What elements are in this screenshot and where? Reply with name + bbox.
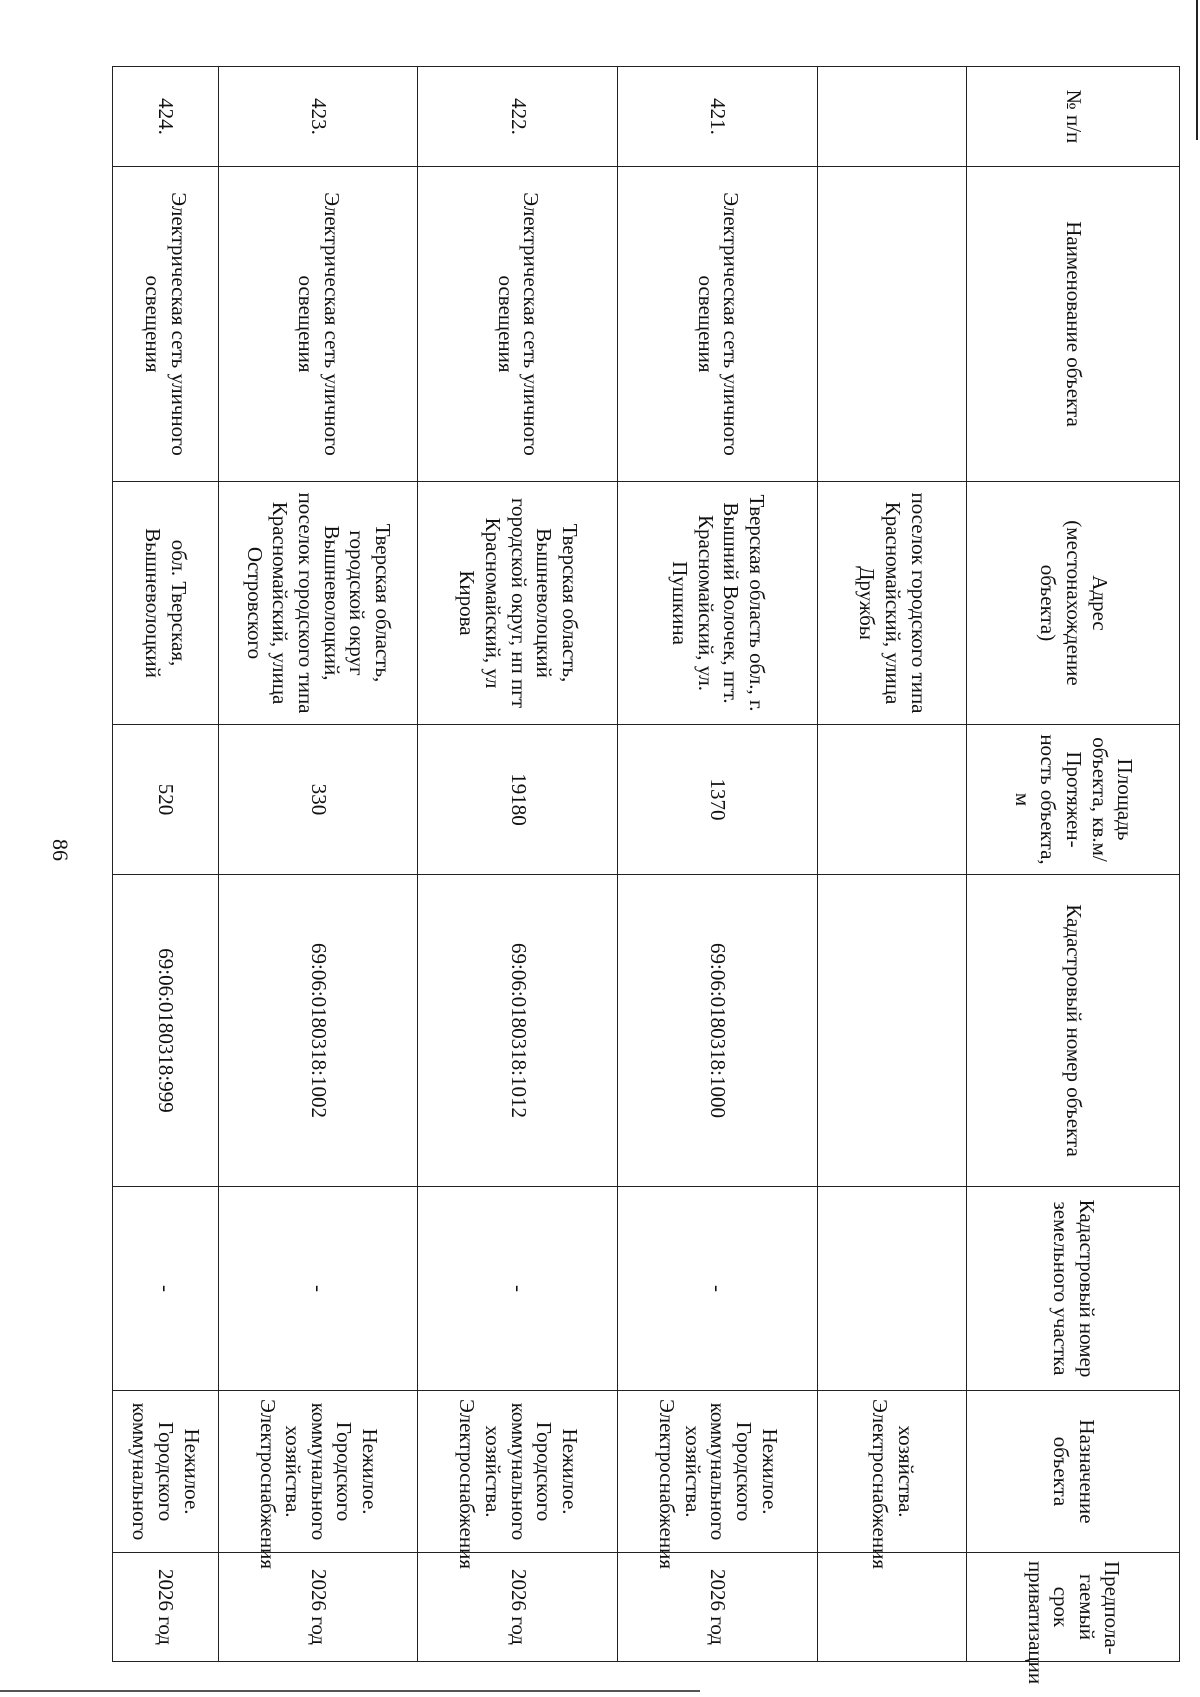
row-purpose: Нежилое. Городского коммунального хозяйства. Электроснабжения: [618, 1391, 818, 1553]
row-address: Тверская область, Вышневолоцкий городской округ, нп пгт Красномайский, ул Кирова: [418, 482, 618, 725]
row-area: 1370: [618, 725, 818, 875]
cont-term: [818, 1553, 967, 1662]
row-cadastral-land: -: [618, 1187, 818, 1391]
table-row: [418, 67, 618, 1662]
row-num: 423.: [218, 67, 418, 167]
cont-cadastral-object: [818, 875, 967, 1187]
header-term: Предпола-гаемый срок приватизации: [967, 1553, 1180, 1662]
cont-name: [818, 167, 967, 482]
table-row: [618, 67, 818, 1662]
row-address: Тверская область, городской округ Вышневолоцкий, поселок городского типа Красномайский, улица Островского: [218, 482, 418, 725]
cont-address: поселок городского типа Красномайский, улица Дружбы: [818, 482, 967, 725]
row-address: обл. Тверская, Вышневолоцкий: [113, 482, 219, 725]
row-term: 2026 год: [418, 1553, 618, 1662]
row-num: 424.: [113, 67, 219, 167]
row-name: Электрическая сеть уличного освещения: [113, 167, 219, 482]
row-cadastral-land: -: [218, 1187, 418, 1391]
cont-cadastral-land: [818, 1187, 967, 1391]
row-num: 422.: [418, 67, 618, 167]
row-name: Электрическая сеть уличного освещения: [618, 167, 818, 482]
header-num: № п/п: [967, 67, 1180, 167]
header-area: Площадь объекта, кв.м/ Протяжен-ность объекта, м: [967, 725, 1180, 875]
row-area: 19180: [418, 725, 618, 875]
cont-area: [818, 725, 967, 875]
row-purpose: Нежилое. Городского коммунального хозяйства. Электроснабжения: [418, 1391, 618, 1553]
header-cadastral-land: Кадастровый номер земельного участка: [967, 1187, 1180, 1391]
table-header-row: [967, 67, 1180, 1662]
row-address: Тверская область обл., г. Вышний Волочек, пгт. Красномайский, ул. Пушкина: [618, 482, 818, 725]
header-address: Адрес (местонахождение объекта): [967, 482, 1180, 725]
row-purpose: Нежилое. Городского коммунального: [113, 1391, 219, 1553]
page-number: 86: [48, 839, 73, 861]
row-term: 2026 год: [218, 1553, 418, 1662]
table-row: [218, 67, 418, 1662]
row-cadastral-land: -: [418, 1187, 618, 1391]
header-cadastral-object: Кадастровый номер объекта: [967, 875, 1180, 1187]
row-name: Электрическая сеть уличного освещения: [218, 167, 418, 482]
row-area: 330: [218, 725, 418, 875]
header-name: Наименование объекта: [967, 167, 1180, 482]
continuation-row: [818, 67, 967, 1662]
header-purpose: Назначение объекта: [967, 1391, 1180, 1553]
cont-num: [818, 67, 967, 167]
cont-purpose: хозяйства. Электроснабжения: [818, 1391, 967, 1553]
row-cadastral-object: 69:06:0180318:999: [113, 875, 219, 1187]
row-area: 520: [113, 725, 219, 875]
table-row: [113, 67, 219, 1662]
row-cadastral-object: 69:06:0180318:1000: [618, 875, 818, 1187]
row-cadastral-object: 69:06:0180318:1012: [418, 875, 618, 1187]
row-name: Электрическая сеть уличного освещения: [418, 167, 618, 482]
row-num: 421.: [618, 67, 818, 167]
privatization-table: [112, 66, 1180, 1685]
privatization-table-wrapper: [112, 66, 1180, 1685]
row-cadastral-land: -: [113, 1187, 219, 1391]
row-term: 2026 год: [113, 1553, 219, 1662]
row-cadastral-object: 69:06:0180318:1002: [218, 875, 418, 1187]
row-purpose: Нежилое. Городского коммунального хозяйства. Электроснабжения: [218, 1391, 418, 1553]
scan-edge-mark: [1196, 0, 1198, 140]
scan-edge-mark: [0, 1690, 700, 1692]
row-term: 2026 год: [618, 1553, 818, 1662]
